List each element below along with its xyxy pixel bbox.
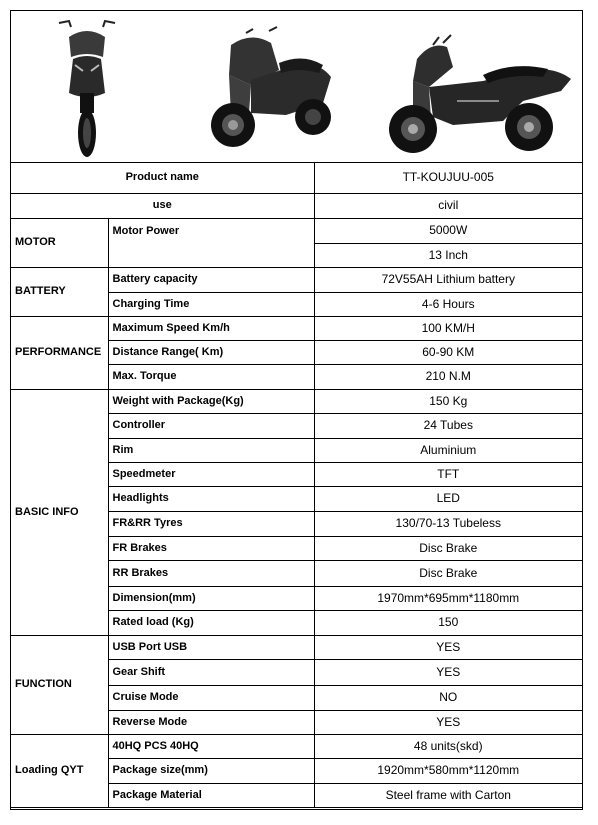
spec-value: LED: [314, 486, 582, 511]
scooter-angle-view-image: [191, 25, 341, 155]
category-label: BASIC INFO: [11, 389, 108, 635]
spec-value: Disc Brake: [314, 560, 582, 586]
spec-value: 13 Inch: [314, 243, 582, 267]
spec-table: [11, 163, 582, 808]
spec-label: USB Port USB: [108, 635, 314, 659]
spec-label: Weight with Package(Kg): [108, 389, 314, 413]
spec-value: 5000W: [314, 218, 582, 243]
spec-value: 100 KM/H: [314, 316, 582, 340]
scooter-side-view-image: [373, 31, 573, 161]
spec-label: Reverse Mode: [108, 710, 314, 734]
category-label: BATTERY: [11, 267, 108, 316]
header-value: TT-KOUJUU-005: [314, 163, 582, 193]
spec-value: TFT: [314, 462, 582, 486]
spec-label: Controller: [108, 413, 314, 438]
spec-value: 4-6 Hours: [314, 292, 582, 316]
spec-label: Headlights: [108, 486, 314, 511]
spec-value: Aluminium: [314, 438, 582, 462]
table-row: [11, 635, 582, 659]
spec-value: 1970mm*695mm*1180mm: [314, 586, 582, 610]
spec-value: YES: [314, 710, 582, 734]
spec-label: Dimension(mm): [108, 586, 314, 610]
spec-label: Max. Torque: [108, 364, 314, 389]
spec-value: YES: [314, 659, 582, 685]
spec-label: Distance Range( Km): [108, 340, 314, 364]
category-label: Loading QYT: [11, 734, 108, 807]
spec-label: Motor Power: [108, 218, 314, 267]
spec-label: Rated load (Kg): [108, 610, 314, 635]
spec-label: Gear Shift: [108, 659, 314, 685]
spec-value: 210 N.M: [314, 364, 582, 389]
spec-sheet: [10, 10, 583, 810]
category-label: PERFORMANCE: [11, 316, 108, 389]
table-row: [11, 267, 582, 292]
spec-label: Package Material: [108, 783, 314, 807]
table-row: [11, 218, 582, 243]
spec-value: 150 Kg: [314, 389, 582, 413]
spec-value: 48 units(skd): [314, 734, 582, 758]
spec-label: Cruise Mode: [108, 685, 314, 710]
header-label: use: [11, 193, 314, 218]
table-row: [11, 193, 582, 218]
spec-label: Charging Time: [108, 292, 314, 316]
category-label: FUNCTION: [11, 635, 108, 734]
spec-label: RR Brakes: [108, 560, 314, 586]
spec-value: 24 Tubes: [314, 413, 582, 438]
spec-value: NO: [314, 685, 582, 710]
spec-label: Speedmeter: [108, 462, 314, 486]
header-value: civil: [314, 193, 582, 218]
table-row: [11, 734, 582, 758]
spec-value: 150: [314, 610, 582, 635]
spec-value: 130/70-13 Tubeless: [314, 511, 582, 536]
spec-label: Package size(mm): [108, 758, 314, 783]
spec-value: 72V55AH Lithium battery: [314, 267, 582, 292]
spec-value: Disc Brake: [314, 536, 582, 560]
header-label: Product name: [11, 163, 314, 193]
spec-label: Battery capacity: [108, 267, 314, 292]
spec-label: Maximum Speed Km/h: [108, 316, 314, 340]
table-row: [11, 316, 582, 340]
spec-value: 60-90 KM: [314, 340, 582, 364]
spec-value: YES: [314, 635, 582, 659]
spec-label: FR&RR Tyres: [108, 511, 314, 536]
category-label: MOTOR: [11, 218, 108, 267]
product-photos: [11, 11, 582, 163]
spec-label: Rim: [108, 438, 314, 462]
scooter-front-view-image: [47, 15, 127, 160]
table-row: [11, 163, 582, 193]
spec-label: 40HQ PCS 40HQ: [108, 734, 314, 758]
spec-value: Steel frame with Carton: [314, 783, 582, 807]
spec-value: 1920mm*580mm*1120mm: [314, 758, 582, 783]
spec-label: FR Brakes: [108, 536, 314, 560]
table-row: [11, 389, 582, 413]
